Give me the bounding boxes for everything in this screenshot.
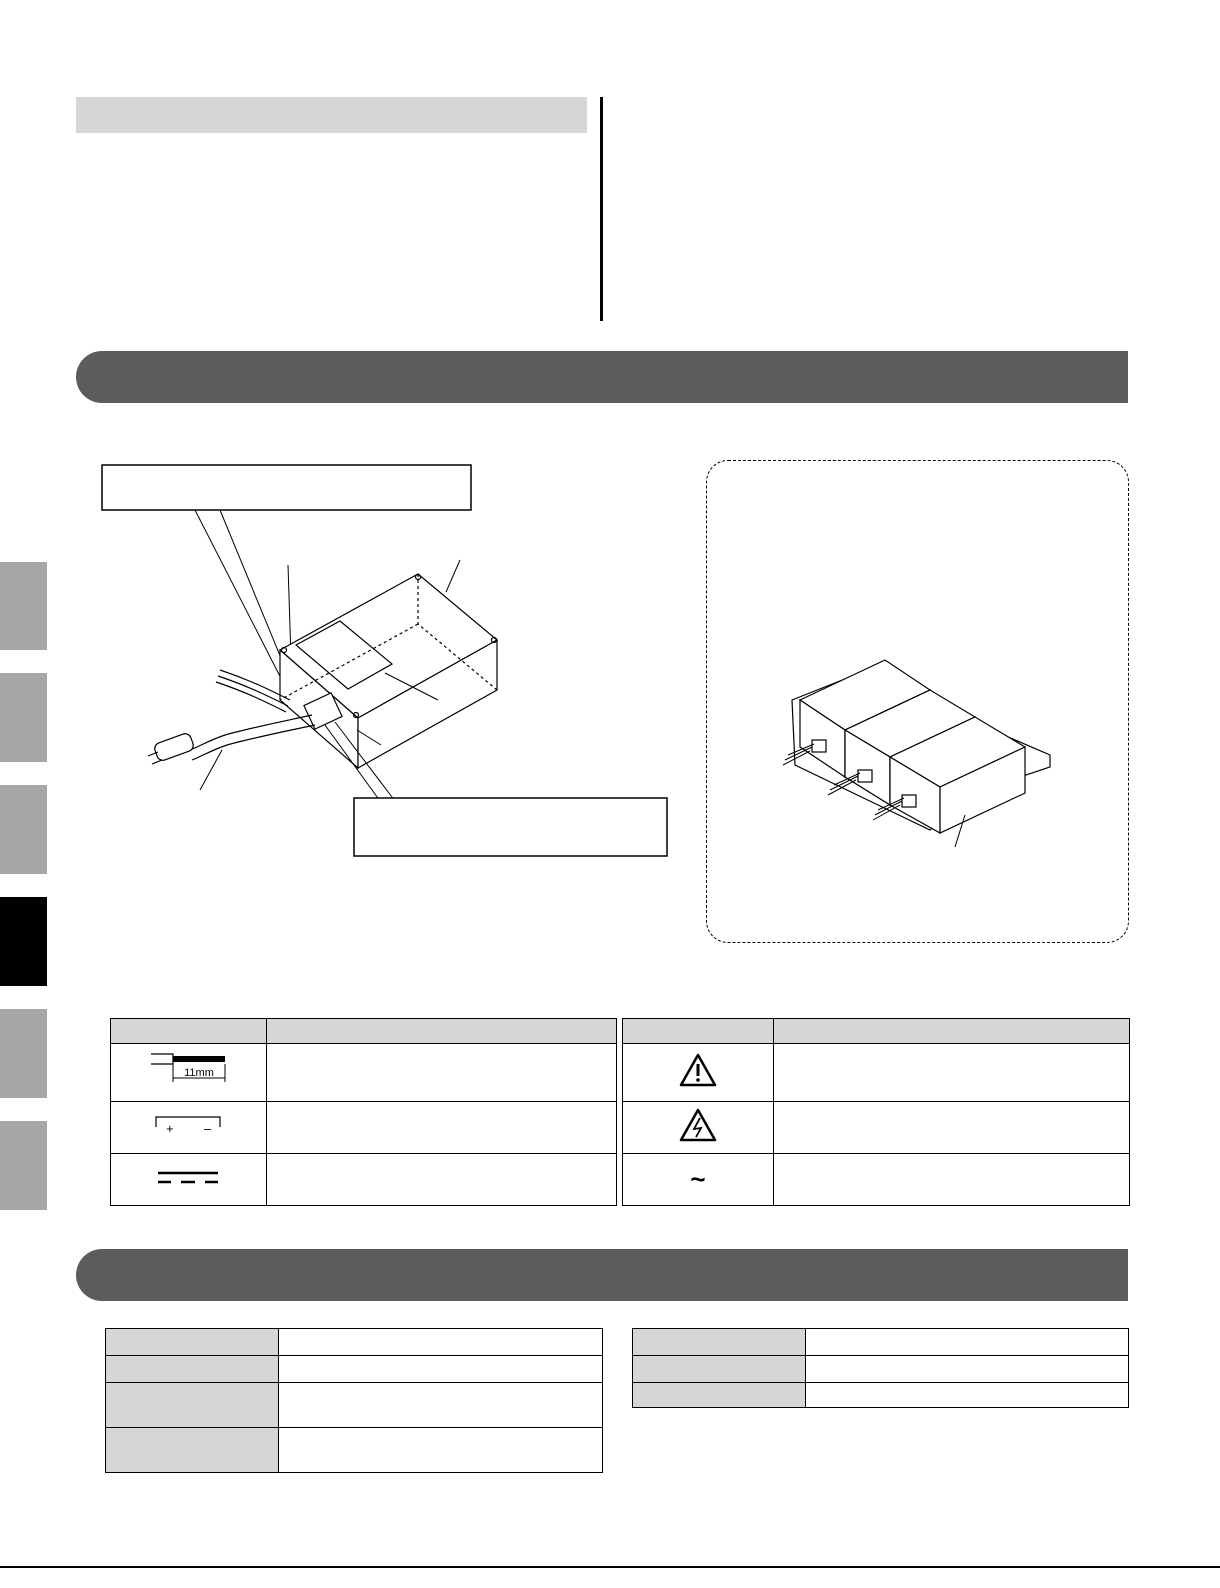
ac-symbol: ~: [690, 1164, 706, 1194]
rack-mount-diagram: [780, 655, 1060, 855]
table-row: [633, 1356, 1129, 1383]
plus-sign: +: [166, 1121, 175, 1136]
table-row: [106, 1383, 603, 1428]
header-symbol-left: [111, 1019, 267, 1044]
spec-value: [278, 1383, 602, 1428]
page-bottom-rule: [0, 1566, 1220, 1568]
spec-key: [106, 1356, 279, 1383]
table-row: [106, 1428, 603, 1473]
header-meaning-left: [266, 1019, 616, 1044]
spec-key: [106, 1383, 279, 1428]
callout-box-top: [102, 465, 471, 510]
spec-value: [278, 1356, 602, 1383]
spec-value: [805, 1329, 1128, 1356]
spec-key: [633, 1383, 806, 1408]
callout-box-bottom: [354, 798, 667, 856]
side-tab-1[interactable]: [0, 562, 47, 650]
warning-triangle-icon: [622, 1044, 774, 1102]
table-row: [111, 1154, 1130, 1206]
dc-icon: [111, 1154, 267, 1206]
symbols-table-header: [111, 1019, 1130, 1044]
spec-value: [805, 1356, 1128, 1383]
spec-value: [805, 1383, 1128, 1408]
table-row: [633, 1329, 1129, 1356]
spec-table-right: [632, 1328, 1129, 1408]
spec-key: [106, 1329, 279, 1356]
spec-key: [633, 1356, 806, 1383]
high-voltage-icon: [622, 1102, 774, 1154]
symbols-table: [110, 1018, 1130, 1206]
ac-icon: [622, 1154, 774, 1206]
symbol-description: [266, 1154, 616, 1206]
strip-length-icon: [111, 1044, 267, 1102]
spec-key: [633, 1329, 806, 1356]
spec-key: [106, 1428, 279, 1473]
section-header-band: [76, 1249, 1128, 1301]
polarity-icon: [111, 1102, 267, 1154]
section-header-band: [76, 351, 1128, 403]
symbol-description: [774, 1102, 1130, 1154]
power-supply-box: [280, 574, 497, 768]
side-tab-3[interactable]: [0, 785, 47, 874]
side-tab-4-active[interactable]: [0, 897, 47, 986]
table-row: [106, 1329, 603, 1356]
power-supply-diagram: [100, 460, 675, 865]
symbol-description: [266, 1044, 616, 1102]
spec-value: [278, 1329, 602, 1356]
table-row: [111, 1102, 1130, 1154]
side-tab-5[interactable]: [0, 1009, 47, 1098]
spec-table-left: [105, 1328, 603, 1473]
strip-length-label: 11mm: [184, 1067, 215, 1079]
symbol-description: [774, 1154, 1130, 1206]
column-divider: [600, 97, 603, 321]
subsection-header: [76, 97, 587, 133]
table-row: [111, 1044, 1130, 1102]
minus-sign: –: [204, 1121, 212, 1136]
header-meaning-right: [774, 1019, 1130, 1044]
header-symbol-right: [622, 1019, 774, 1044]
symbol-description: [266, 1102, 616, 1154]
table-row: [106, 1356, 603, 1383]
table-row: [633, 1383, 1129, 1408]
side-tab-6[interactable]: [0, 1121, 47, 1210]
side-tab-2[interactable]: [0, 673, 47, 762]
spec-value: [278, 1428, 602, 1473]
symbol-description: [774, 1044, 1130, 1102]
